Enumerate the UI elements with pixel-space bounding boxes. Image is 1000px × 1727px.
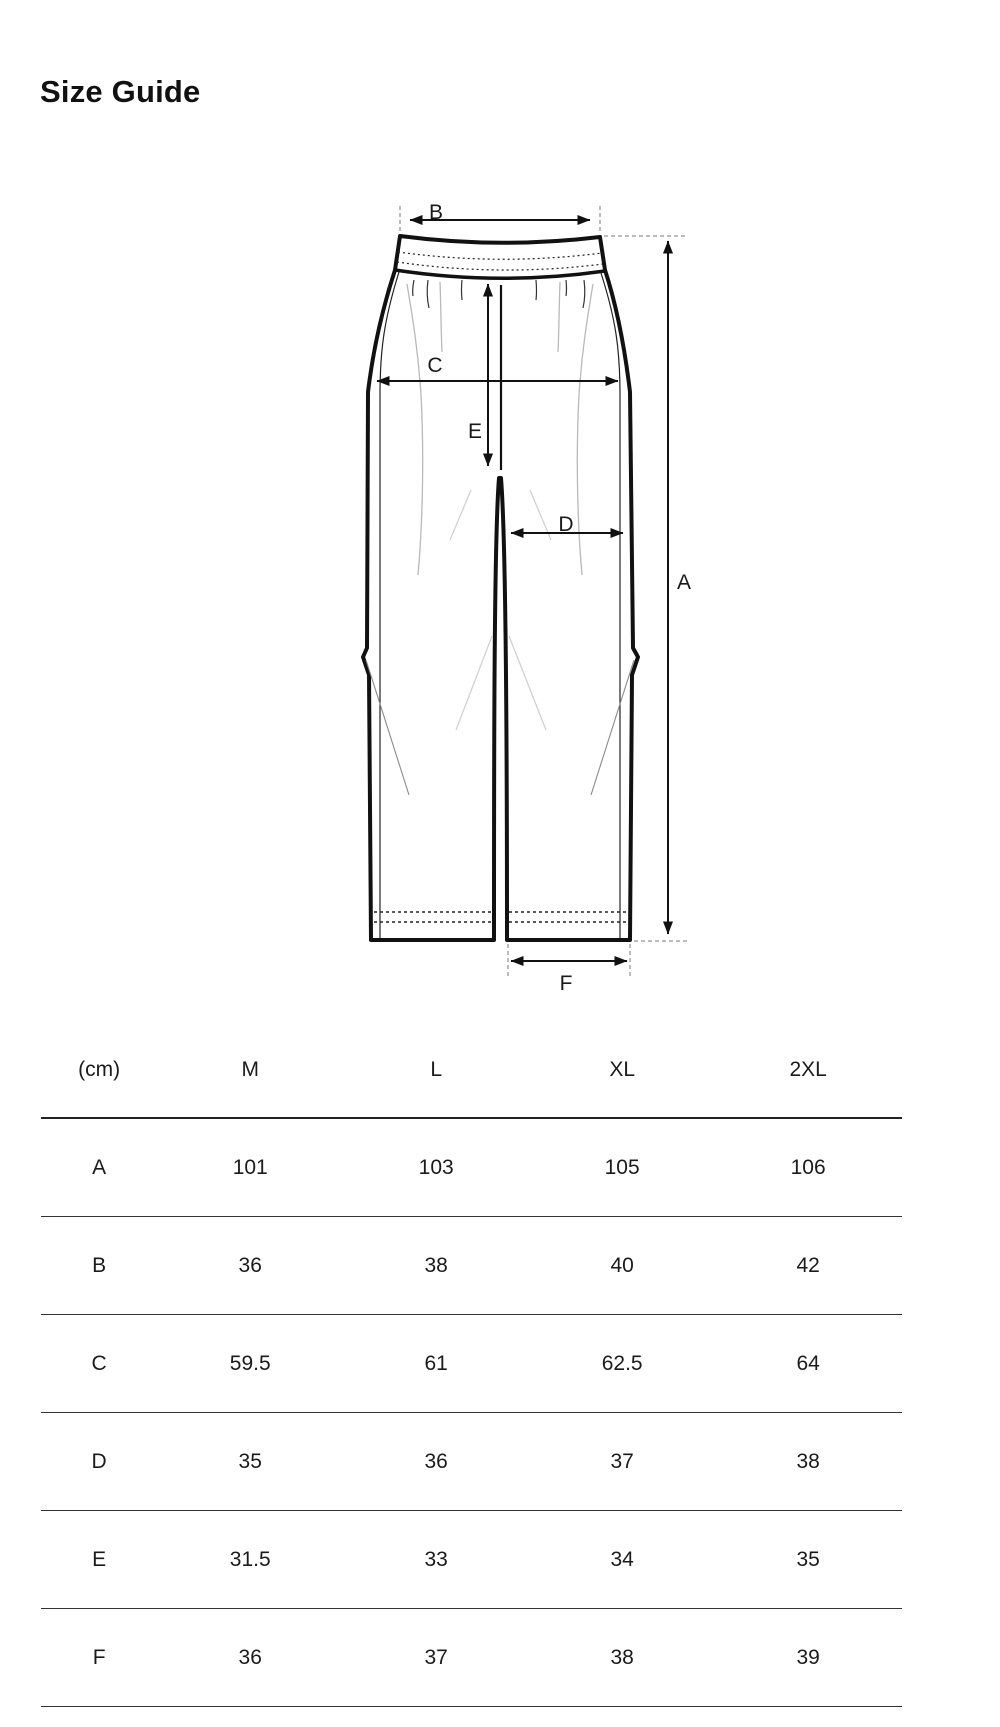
table-row — [41, 1413, 902, 1511]
cell-value: 38 — [610, 1645, 634, 1669]
cell-value: 38 — [424, 1253, 448, 1277]
cell-value: 36 — [424, 1449, 448, 1473]
unit-header: (cm) — [78, 1057, 121, 1081]
cell-value: 37 — [610, 1449, 634, 1473]
cell-value: 59.5 — [229, 1351, 271, 1375]
dim-label-b: B — [428, 201, 444, 224]
cell-value: 36 — [238, 1645, 262, 1669]
cell-value: 103 — [418, 1155, 454, 1179]
dim-label-a: A — [676, 571, 692, 594]
table-row — [41, 1315, 902, 1413]
cell-value: 62.5 — [601, 1351, 643, 1375]
cell-value: 101 — [232, 1155, 268, 1179]
cell-value: 61 — [424, 1351, 448, 1375]
row-label: A — [92, 1155, 107, 1179]
dim-label-e: E — [467, 420, 483, 443]
table-row — [41, 1511, 902, 1609]
table-row — [41, 1609, 902, 1707]
cell-value: 37 — [424, 1645, 448, 1669]
table-row — [41, 1119, 902, 1217]
cell-value: 42 — [796, 1253, 820, 1277]
size-table-header — [41, 1022, 902, 1119]
row-label: C — [91, 1351, 107, 1375]
cell-value: 38 — [796, 1449, 820, 1473]
dim-label-f: F — [559, 972, 573, 995]
cell-value: 36 — [238, 1253, 262, 1277]
row-label: E — [92, 1547, 107, 1571]
cell-value: 33 — [424, 1547, 448, 1571]
row-label: D — [91, 1449, 107, 1473]
cell-value: 34 — [610, 1547, 634, 1571]
table-row — [41, 1217, 902, 1315]
dim-label-c: C — [427, 354, 443, 377]
cell-value: 105 — [604, 1155, 640, 1179]
cell-value: 35 — [796, 1547, 820, 1571]
cell-value: 40 — [610, 1253, 634, 1277]
cell-value: 106 — [790, 1155, 826, 1179]
size-col-xl: XL — [609, 1057, 635, 1081]
size-table — [41, 1022, 902, 1707]
size-col-m: M — [241, 1057, 259, 1081]
size-col-2xl: 2XL — [789, 1057, 827, 1081]
cell-value: 31.5 — [229, 1547, 271, 1571]
cell-value: 39 — [796, 1645, 820, 1669]
pants-outline — [363, 236, 638, 940]
size-col-l: L — [430, 1057, 443, 1081]
cell-value: 64 — [796, 1351, 820, 1375]
row-label: F — [92, 1645, 106, 1669]
cell-value: 35 — [238, 1449, 262, 1473]
row-label: B — [92, 1253, 107, 1277]
page-title: Size Guide — [40, 74, 201, 109]
dim-label-d: D — [558, 513, 574, 536]
